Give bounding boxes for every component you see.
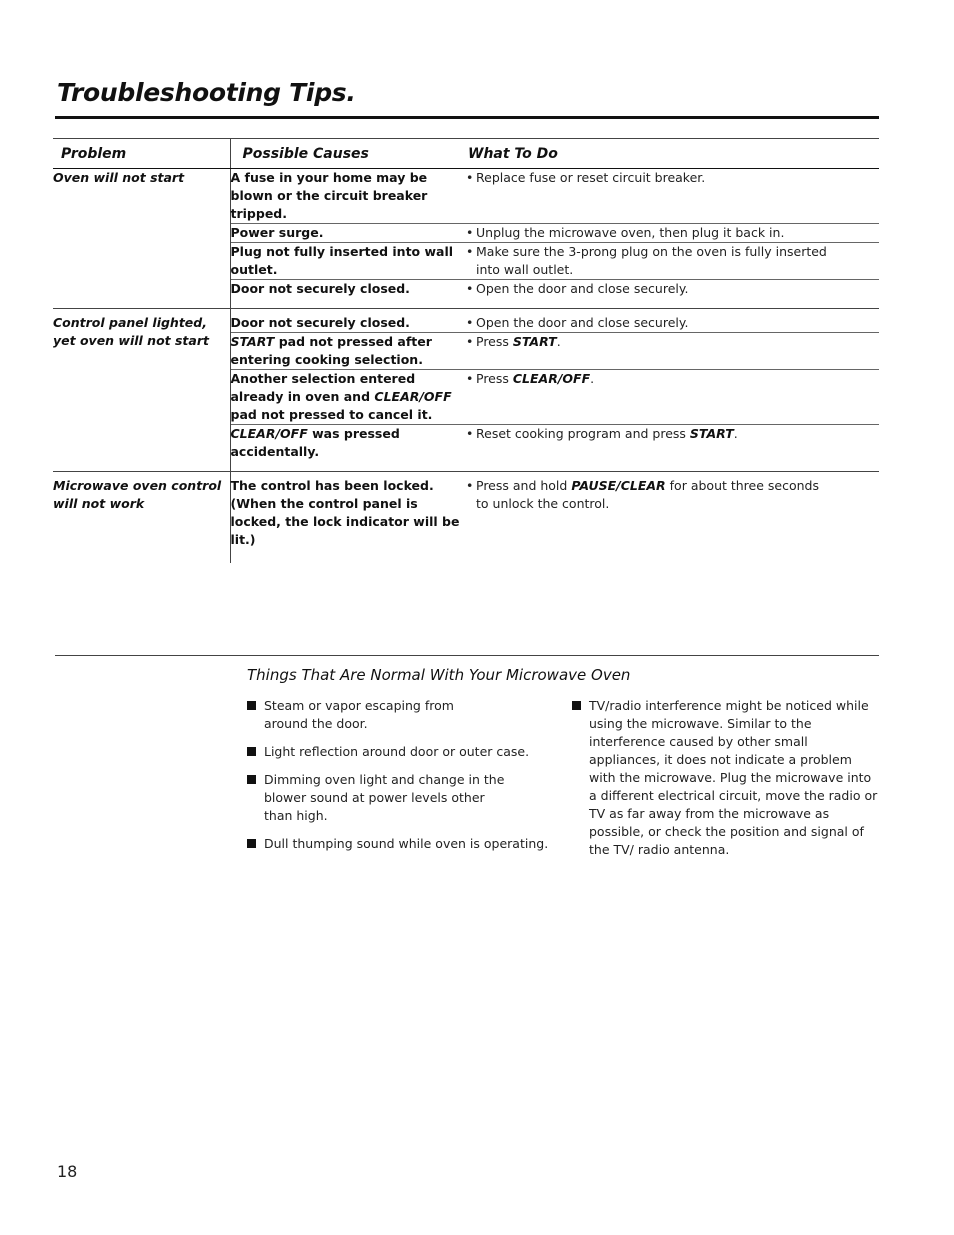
keypad-name: START <box>512 334 557 349</box>
table-row <box>53 472 879 564</box>
square-bullet-icon <box>572 701 581 710</box>
todo-cell: • Replace fuse or reset circuit breaker. <box>466 169 879 224</box>
todo-text: Unplug the microwave oven, then plug it back in. <box>476 225 785 240</box>
list-item-text: Steam or vapor escaping from around the door. <box>264 698 454 731</box>
square-bullet-icon <box>247 775 256 784</box>
title-rule <box>55 116 879 119</box>
normal-section-heading: Things That Are Normal With Your Microwave Oven <box>247 666 631 684</box>
todo-text: Reset cooking program and press <box>476 426 690 441</box>
table-row <box>53 169 879 224</box>
header-what-to-do: What To Do <box>466 139 879 169</box>
todo-text: Open the door and close securely. <box>476 281 689 296</box>
todo-cell: • Open the door and close securely. <box>466 309 879 333</box>
cause-cell: Door not securely closed. <box>230 280 466 309</box>
todo-cell: • Make sure the 3-prong plug on the oven is fully inserted into wall outlet. <box>466 243 879 280</box>
keypad-name: CLEAR/OFF <box>374 389 452 404</box>
cause-cell: The control has been locked. (When the control panel is locked, the lock indicator will be lit.) <box>230 478 460 547</box>
square-bullet-icon <box>247 839 256 848</box>
table-row <box>53 309 879 333</box>
todo-text: for about three seconds to unlock the control. <box>476 478 819 511</box>
keypad-name: CLEAR/OFF <box>230 426 308 441</box>
todo-text: Press <box>476 334 513 349</box>
header-problem: Problem <box>53 139 230 169</box>
cause-cell <box>230 370 466 425</box>
keypad-name: START <box>230 334 275 349</box>
keypad-name: START <box>689 426 734 441</box>
list-item <box>247 743 557 761</box>
list-item <box>247 835 557 853</box>
problem-cell: Oven will not start <box>53 169 230 309</box>
todo-text: . <box>556 334 561 349</box>
cause-cell: Plug not fully inserted into wall outlet. <box>230 243 466 280</box>
list-item-text: Light reflection around door or outer case. <box>264 744 530 759</box>
todo-cell: • Reset cooking program and press START. <box>466 425 879 472</box>
list-item-text: Dimming oven light and change in the blower sound at power levels other than high. <box>264 772 505 823</box>
cause-cell: Power surge. <box>230 224 466 243</box>
todo-text: Make sure the 3-prong plug on the oven is fully inserted into wall outlet. <box>476 244 827 277</box>
normal-list-left <box>247 697 557 863</box>
keypad-name: CLEAR/OFF <box>512 371 591 386</box>
cause-text: was pressed accidentally. <box>230 426 400 459</box>
cause-cell: A fuse in your home may be blown or the circuit breaker tripped. <box>230 169 466 224</box>
todo-text: . <box>733 426 738 441</box>
list-item-text: TV/radio interference might be noticed while using the microwave. Similar to the interference caused by other small appliances, it does not indicate a problem with the microwave. Plug the microwave into a different electrical circuit, move the radio or TV as far away from the microwave as possible, or check the position and signal of the TV/ radio antenna. <box>589 698 878 857</box>
table-header-row <box>53 139 879 169</box>
problem-cell: Control panel lighted, yet oven will not start <box>53 309 230 472</box>
header-possible-causes: Possible Causes <box>230 139 466 169</box>
cause-text: pad not pressed to cancel it. <box>230 407 433 422</box>
cause-text: pad not pressed after entering cooking selection. <box>230 334 432 367</box>
problem-cell: Microwave oven control will not work <box>53 472 230 564</box>
troubleshooting-table <box>53 138 879 563</box>
list-item <box>572 697 882 859</box>
keypad-name: PAUSE/CLEAR <box>571 478 666 493</box>
cause-cell <box>230 425 466 472</box>
todo-cell: • Press CLEAR/OFF. <box>466 370 879 425</box>
page-title: Troubleshooting Tips. <box>57 78 356 107</box>
todo-cell: • Open the door and close securely. <box>466 280 879 309</box>
list-item-text: Dull thumping sound while oven is operating. <box>264 836 549 851</box>
cause-cell <box>230 333 466 370</box>
list-item <box>247 771 557 825</box>
cause-text: Another selection entered already in oven and <box>230 371 416 404</box>
list-item <box>247 697 557 733</box>
todo-cell: • Press START. <box>466 333 879 370</box>
cause-cell: Door not securely closed. <box>230 309 466 333</box>
todo-text: Press <box>476 371 513 386</box>
page-number: 18 <box>57 1162 78 1181</box>
todo-text: . <box>590 371 595 386</box>
todo-text: Open the door and close securely. <box>476 315 689 330</box>
todo-cell: • Press and hold PAUSE/CLEAR for about three seconds to unlock the control. <box>466 478 819 511</box>
todo-cell: • Unplug the microwave oven, then plug it back in. <box>466 224 879 243</box>
todo-text: Press and hold <box>476 478 572 493</box>
normal-list-right <box>572 697 882 869</box>
square-bullet-icon <box>247 701 256 710</box>
square-bullet-icon <box>247 747 256 756</box>
todo-text: Replace fuse or reset circuit breaker. <box>476 170 706 185</box>
section-divider <box>55 655 879 656</box>
